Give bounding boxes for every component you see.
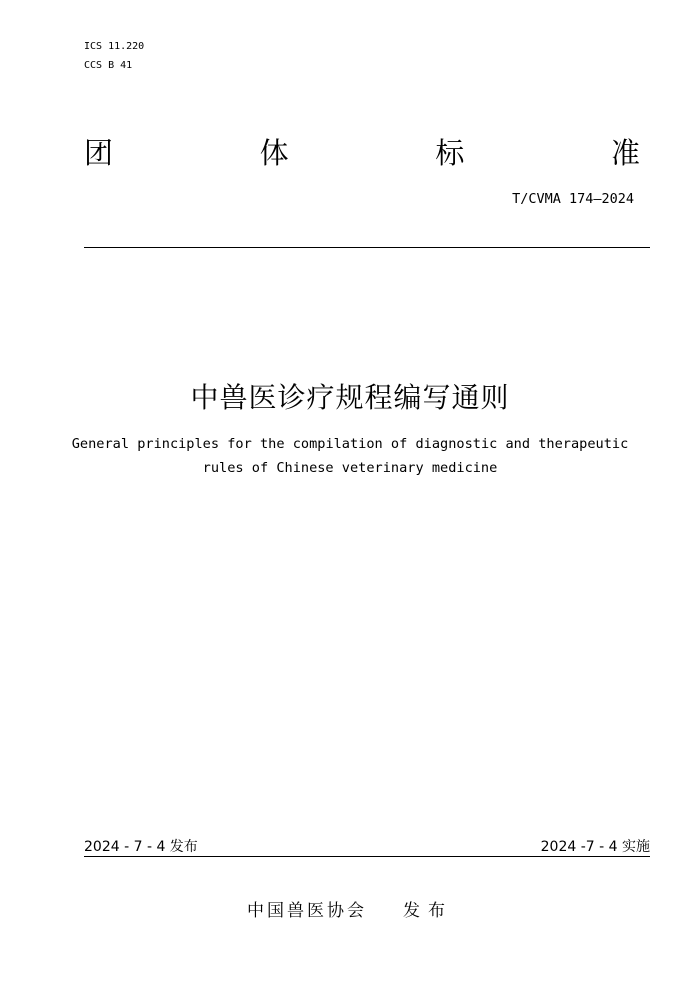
standard-type-char: 准 [610, 136, 640, 170]
publisher-organization: 中国兽医协会 [247, 901, 367, 921]
document-title-chinese: 中兽医诊疗规程编写通则 [190, 381, 510, 414]
ics-code: ICS 11.220 [84, 41, 145, 52]
document-title-english [0, 432, 700, 480]
publisher-line [0, 899, 700, 923]
ccs-code: CCS B 41 [84, 60, 133, 71]
footer-divider [84, 856, 650, 857]
standard-type-char: 团 [84, 136, 114, 170]
standard-type-char: 标 [435, 136, 465, 170]
english-title-line-2: rules of Chinese veterinary medicine [202, 460, 498, 476]
publisher-action: 发布 [403, 901, 453, 921]
standard-number: T/CVMA 174—2024 [512, 191, 634, 207]
standard-type-char: 体 [259, 136, 289, 170]
issue-date: 2024 - 7 - 4 发布 [84, 839, 198, 855]
standard-type-heading [84, 133, 640, 173]
classification-codes [84, 37, 144, 75]
header-divider [84, 247, 650, 248]
english-title-line-1: General principles for the compilation of diagnostic and therapeutic [71, 436, 629, 452]
implementation-date: 2024 -7 - 4 实施 [540, 839, 650, 855]
